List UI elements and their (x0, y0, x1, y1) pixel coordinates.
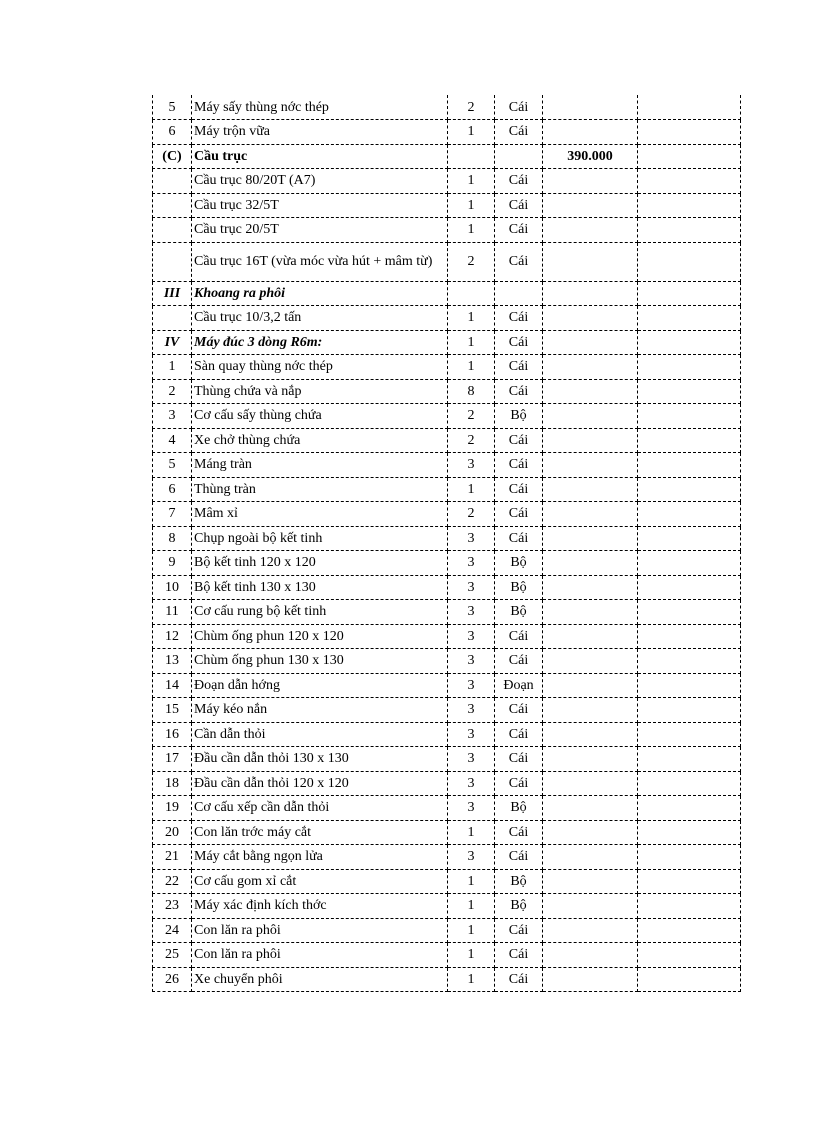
unit-cell: Cái (495, 967, 543, 992)
row-number-cell: 19 (153, 796, 192, 821)
row-number-cell: 24 (153, 918, 192, 943)
price-cell (543, 281, 638, 306)
item-name-cell: Cơ cấu gom xỉ cắt (192, 869, 448, 894)
price-cell (543, 428, 638, 453)
unit-cell: Cái (495, 722, 543, 747)
price-cell (543, 404, 638, 429)
item-name-cell: Con lăn trớc máy cắt (192, 820, 448, 845)
price-cell (543, 869, 638, 894)
note-cell (638, 428, 741, 453)
quantity-cell: 1 (448, 943, 495, 968)
unit-cell: Cái (495, 169, 543, 194)
quantity-cell: 3 (448, 722, 495, 747)
row-number-cell: 22 (153, 869, 192, 894)
quantity-cell: 1 (448, 355, 495, 380)
row-number-cell: 20 (153, 820, 192, 845)
row-number-cell: 21 (153, 845, 192, 870)
quantity-cell: 1 (448, 820, 495, 845)
price-cell (543, 771, 638, 796)
row-number-cell: 2 (153, 379, 192, 404)
note-cell (638, 453, 741, 478)
item-name-cell: Đầu cần dẫn thỏi 120 x 120 (192, 771, 448, 796)
table-row (153, 120, 741, 145)
unit-cell: Cái (495, 502, 543, 527)
table-row (153, 918, 741, 943)
table-row (153, 771, 741, 796)
row-number-cell: 13 (153, 649, 192, 674)
note-cell (638, 95, 741, 120)
price-cell (543, 526, 638, 551)
table-row (153, 404, 741, 429)
note-cell (638, 477, 741, 502)
note-cell (638, 193, 741, 218)
unit-cell: Cái (495, 330, 543, 355)
item-name-cell: Máng tràn (192, 453, 448, 478)
table-row (153, 428, 741, 453)
note-cell (638, 144, 741, 169)
note-cell (638, 967, 741, 992)
quantity-cell: 3 (448, 747, 495, 772)
unit-cell: Cái (495, 379, 543, 404)
price-cell (543, 796, 638, 821)
note-cell (638, 169, 741, 194)
table-row (153, 649, 741, 674)
price-cell (543, 306, 638, 331)
unit-cell: Bộ (495, 796, 543, 821)
item-name-cell: Cơ cấu rung bộ kết tinh (192, 600, 448, 625)
note-cell (638, 894, 741, 919)
unit-cell: Cái (495, 649, 543, 674)
unit-cell: Bộ (495, 869, 543, 894)
note-cell (638, 379, 741, 404)
quantity-cell: 3 (448, 624, 495, 649)
table-row (153, 306, 741, 331)
row-number-cell: 14 (153, 673, 192, 698)
row-number-cell: 4 (153, 428, 192, 453)
note-cell (638, 404, 741, 429)
unit-cell: Cái (495, 120, 543, 145)
note-cell (638, 502, 741, 527)
table-row (153, 551, 741, 576)
note-cell (638, 306, 741, 331)
note-cell (638, 820, 741, 845)
row-number-cell: 8 (153, 526, 192, 551)
table-row (153, 453, 741, 478)
table-row (153, 242, 741, 281)
item-name-cell: Máy trộn vữa (192, 120, 448, 145)
table-row (153, 218, 741, 243)
price-cell (543, 894, 638, 919)
item-name-cell: Cầu trục 32/5T (192, 193, 448, 218)
quantity-cell: 1 (448, 894, 495, 919)
quantity-cell (448, 144, 495, 169)
price-cell (543, 502, 638, 527)
unit-cell: Cái (495, 477, 543, 502)
unit-cell: Cái (495, 95, 543, 120)
quantity-cell: 1 (448, 193, 495, 218)
unit-cell: Cái (495, 845, 543, 870)
row-number-cell: III (153, 281, 192, 306)
item-name-cell: Máy kéo nắn (192, 698, 448, 723)
note-cell (638, 551, 741, 576)
unit-cell: Cái (495, 918, 543, 943)
unit-cell: Cái (495, 453, 543, 478)
note-cell (638, 845, 741, 870)
price-cell (543, 698, 638, 723)
table-row (153, 624, 741, 649)
item-name-cell: Mâm xỉ (192, 502, 448, 527)
quantity-cell: 1 (448, 477, 495, 502)
unit-cell: Bộ (495, 551, 543, 576)
table-row (153, 477, 741, 502)
note-cell (638, 624, 741, 649)
item-name-cell: Khoang ra phôi (192, 281, 448, 306)
price-cell (543, 649, 638, 674)
unit-cell: Cái (495, 242, 543, 281)
quantity-cell: 1 (448, 918, 495, 943)
table-row (153, 575, 741, 600)
item-name-cell: Đoạn dẫn hớng (192, 673, 448, 698)
price-cell (543, 242, 638, 281)
price-cell (543, 193, 638, 218)
item-name-cell: Máy cắt bằng ngọn lửa (192, 845, 448, 870)
price-cell: 390.000 (543, 144, 638, 169)
table-row (153, 600, 741, 625)
unit-cell: Cái (495, 747, 543, 772)
equipment-table-page (152, 95, 741, 992)
price-cell (543, 120, 638, 145)
quantity-cell: 3 (448, 845, 495, 870)
note-cell (638, 281, 741, 306)
quantity-cell: 1 (448, 869, 495, 894)
item-name-cell: Cầu trục 16T (vừa móc vừa hút + mâm từ) (192, 242, 448, 281)
quantity-cell: 8 (448, 379, 495, 404)
item-name-cell: Cầu trục (192, 144, 448, 169)
quantity-cell: 3 (448, 698, 495, 723)
note-cell (638, 698, 741, 723)
table-row (153, 95, 741, 120)
table-row (153, 869, 741, 894)
row-number-cell: 23 (153, 894, 192, 919)
row-number-cell: 11 (153, 600, 192, 625)
item-name-cell: Thùng tràn (192, 477, 448, 502)
unit-cell (495, 144, 543, 169)
note-cell (638, 943, 741, 968)
note-cell (638, 355, 741, 380)
unit-cell: Cái (495, 526, 543, 551)
row-number-cell: 16 (153, 722, 192, 747)
item-name-cell: Máy sấy thùng nớc thép (192, 95, 448, 120)
quantity-cell: 3 (448, 575, 495, 600)
table-row (153, 379, 741, 404)
equipment-table (152, 95, 741, 992)
note-cell (638, 869, 741, 894)
unit-cell: Cái (495, 218, 543, 243)
item-name-cell: Con lăn ra phôi (192, 918, 448, 943)
unit-cell (495, 281, 543, 306)
note-cell (638, 120, 741, 145)
price-cell (543, 747, 638, 772)
unit-cell: Đoạn (495, 673, 543, 698)
price-cell (543, 169, 638, 194)
unit-cell: Cái (495, 355, 543, 380)
note-cell (638, 722, 741, 747)
quantity-cell: 3 (448, 673, 495, 698)
note-cell (638, 526, 741, 551)
table-row (153, 673, 741, 698)
item-name-cell: Xe chở thùng chứa (192, 428, 448, 453)
row-number-cell: 10 (153, 575, 192, 600)
price-cell (543, 477, 638, 502)
unit-cell: Bộ (495, 894, 543, 919)
item-name-cell: Sàn quay thùng nớc thép (192, 355, 448, 380)
quantity-cell: 2 (448, 404, 495, 429)
item-name-cell: Xe chuyển phôi (192, 967, 448, 992)
unit-cell: Bộ (495, 600, 543, 625)
table-row (153, 169, 741, 194)
quantity-cell: 3 (448, 796, 495, 821)
note-cell (638, 673, 741, 698)
table-row (153, 526, 741, 551)
note-cell (638, 918, 741, 943)
quantity-cell: 3 (448, 551, 495, 576)
row-number-cell: 6 (153, 120, 192, 145)
item-name-cell: Cầu trục 20/5T (192, 218, 448, 243)
item-name-cell: Bộ kết tinh 130 x 130 (192, 575, 448, 600)
table-row (153, 747, 741, 772)
note-cell (638, 575, 741, 600)
quantity-cell: 1 (448, 218, 495, 243)
unit-cell: Cái (495, 428, 543, 453)
quantity-cell: 3 (448, 649, 495, 674)
price-cell (543, 453, 638, 478)
unit-cell: Bộ (495, 575, 543, 600)
quantity-cell: 3 (448, 453, 495, 478)
row-number-cell: (C) (153, 144, 192, 169)
table-row (153, 281, 741, 306)
item-name-cell: Cần dẫn thỏi (192, 722, 448, 747)
row-number-cell: 5 (153, 453, 192, 478)
price-cell (543, 918, 638, 943)
note-cell (638, 747, 741, 772)
quantity-cell: 1 (448, 330, 495, 355)
table-row (153, 355, 741, 380)
row-number-cell: 7 (153, 502, 192, 527)
note-cell (638, 600, 741, 625)
quantity-cell: 1 (448, 306, 495, 331)
price-cell (543, 95, 638, 120)
row-number-cell: 18 (153, 771, 192, 796)
quantity-cell: 2 (448, 95, 495, 120)
table-row (153, 698, 741, 723)
row-number-cell (153, 193, 192, 218)
row-number-cell: 5 (153, 95, 192, 120)
price-cell (543, 673, 638, 698)
unit-cell: Cái (495, 193, 543, 218)
price-cell (543, 330, 638, 355)
table-row (153, 796, 741, 821)
unit-cell: Bộ (495, 404, 543, 429)
unit-cell: Cái (495, 943, 543, 968)
price-cell (543, 943, 638, 968)
price-cell (543, 820, 638, 845)
note-cell (638, 771, 741, 796)
row-number-cell: 17 (153, 747, 192, 772)
item-name-cell: Chùm ống phun 120 x 120 (192, 624, 448, 649)
quantity-cell: 1 (448, 120, 495, 145)
quantity-cell: 1 (448, 169, 495, 194)
price-cell (543, 379, 638, 404)
item-name-cell: Máy xác định kích thớc (192, 894, 448, 919)
item-name-cell: Con lăn ra phôi (192, 943, 448, 968)
quantity-cell: 3 (448, 600, 495, 625)
price-cell (543, 967, 638, 992)
row-number-cell: 3 (153, 404, 192, 429)
unit-cell: Cái (495, 820, 543, 845)
table-row (153, 845, 741, 870)
item-name-cell: Bộ kết tinh 120 x 120 (192, 551, 448, 576)
row-number-cell: 25 (153, 943, 192, 968)
item-name-cell: Thùng chứa và nắp (192, 379, 448, 404)
unit-cell: Cái (495, 771, 543, 796)
row-number-cell (153, 218, 192, 243)
row-number-cell: IV (153, 330, 192, 355)
price-cell (543, 551, 638, 576)
unit-cell: Cái (495, 624, 543, 649)
quantity-cell: 1 (448, 967, 495, 992)
row-number-cell: 26 (153, 967, 192, 992)
note-cell (638, 796, 741, 821)
row-number-cell: 1 (153, 355, 192, 380)
row-number-cell (153, 169, 192, 194)
item-name-cell: Chụp ngoài bộ kết tinh (192, 526, 448, 551)
price-cell (543, 600, 638, 625)
note-cell (638, 218, 741, 243)
item-name-cell: Cơ cấu xếp cần dẫn thỏi (192, 796, 448, 821)
price-cell (543, 218, 638, 243)
table-row (153, 144, 741, 169)
row-number-cell: 15 (153, 698, 192, 723)
price-cell (543, 575, 638, 600)
row-number-cell (153, 242, 192, 281)
note-cell (638, 649, 741, 674)
table-row (153, 330, 741, 355)
row-number-cell: 12 (153, 624, 192, 649)
unit-cell: Cái (495, 698, 543, 723)
price-cell (543, 845, 638, 870)
price-cell (543, 722, 638, 747)
price-cell (543, 624, 638, 649)
note-cell (638, 330, 741, 355)
table-row (153, 894, 741, 919)
quantity-cell: 2 (448, 502, 495, 527)
table-row (153, 820, 741, 845)
note-cell (638, 242, 741, 281)
quantity-cell: 3 (448, 526, 495, 551)
row-number-cell: 9 (153, 551, 192, 576)
table-row (153, 943, 741, 968)
item-name-cell: Cơ cấu sấy thùng chứa (192, 404, 448, 429)
item-name-cell: Đầu cần dẫn thỏi 130 x 130 (192, 747, 448, 772)
item-name-cell: Chùm ống phun 130 x 130 (192, 649, 448, 674)
item-name-cell: Cầu trục 80/20T (A7) (192, 169, 448, 194)
row-number-cell: 6 (153, 477, 192, 502)
price-cell (543, 355, 638, 380)
quantity-cell: 3 (448, 771, 495, 796)
quantity-cell: 2 (448, 428, 495, 453)
table-row (153, 502, 741, 527)
table-row (153, 722, 741, 747)
unit-cell: Cái (495, 306, 543, 331)
item-name-cell: Máy đúc 3 dòng R6m: (192, 330, 448, 355)
equipment-table-body (153, 95, 741, 992)
item-name-cell: Cầu trục 10/3,2 tấn (192, 306, 448, 331)
table-row (153, 193, 741, 218)
quantity-cell: 2 (448, 242, 495, 281)
quantity-cell (448, 281, 495, 306)
table-row (153, 967, 741, 992)
row-number-cell (153, 306, 192, 331)
